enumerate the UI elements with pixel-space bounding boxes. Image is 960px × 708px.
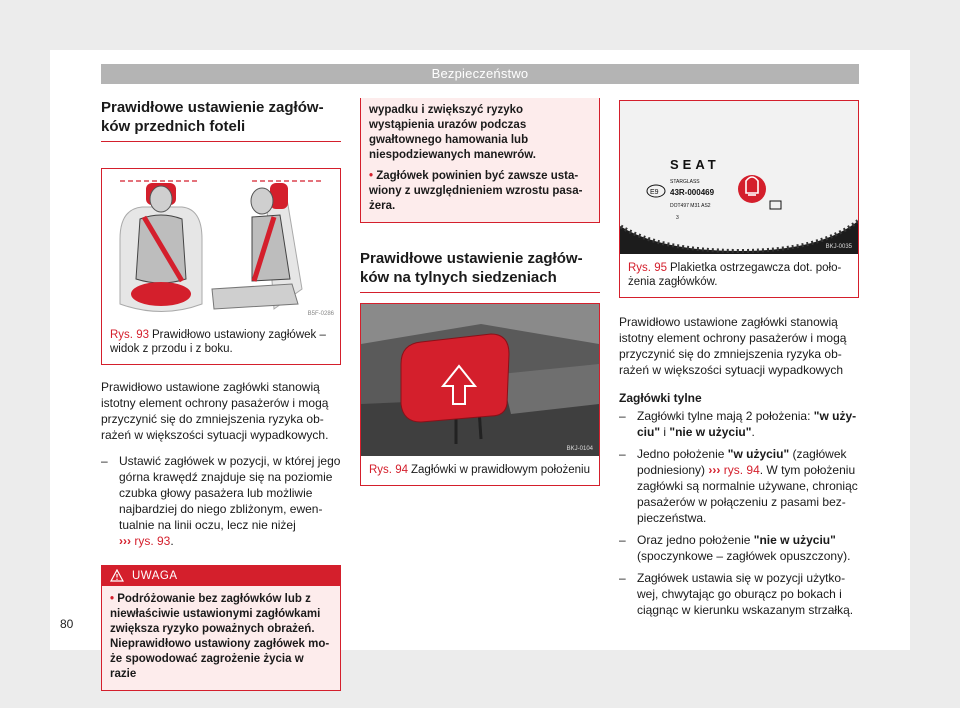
rear-headrest-illustration xyxy=(361,304,599,456)
figure-93 xyxy=(101,168,341,365)
warning-text: Podróżowanie bez zagłówków lub z niewłaściwie ustawionymi zagłówkami zwiększa ryzyko poważnych obrażeń. Nieprawidłowo ustawiony zagłówek może spowodować zagrożenie życia w razie xyxy=(110,593,330,680)
item-text: Zagłówek ustawia się w pozycji użytkowej, chwytając go oburącz po bokach i ciągnąc w kierunku wskazanym strzałką. xyxy=(637,571,854,617)
list-item xyxy=(619,570,859,618)
item-text: . xyxy=(751,425,755,439)
list-item xyxy=(619,446,859,526)
page-number: 80 xyxy=(60,617,74,631)
warning-bullet-text: Zagłówek powinien być zawsze ustawiony z uwzględnieniem wzrostu pasażera. xyxy=(369,170,583,212)
item-text: Oraz jedno położenie xyxy=(637,533,754,547)
figure-95-image xyxy=(620,101,858,254)
col3-paragraph: Prawidłowo ustawione zagłówki stanowią istotny element ochrony pasażerów i mogą przyczynić się do zmniejszenia ryzyka obrażeń w większości sytuacji wypadkowych xyxy=(619,315,847,377)
item-text: . W tym położeniu zagłówki są normalnie używane, chroniąc pasażerów w połączeniu z pasami bezpieczeństwa. xyxy=(637,463,858,525)
link-arrows: ››› xyxy=(708,463,721,477)
instruction-text: Ustawić zagłówek w pozycji, w której jego górna krawędź znajduje się na poziomie czubka głowy pasażera lub możliwie najbardziej do niego zbliżonym, ewentualnie na linii oczu, lecz nie niżej xyxy=(119,454,341,532)
list-item xyxy=(619,408,859,440)
figure-code: BKJ-0035 xyxy=(825,244,852,250)
figure-ref: Rys. 94 xyxy=(369,464,408,476)
figure-93-caption xyxy=(102,321,340,364)
section-heading-front: Prawidłowe ustawienie zagłówków przednich foteli xyxy=(101,98,341,142)
warning-bullet-item xyxy=(369,169,591,214)
column-1 xyxy=(101,98,341,691)
intro-paragraph: Prawidłowo ustawione zagłówki stanowią istotny element ochrony pasażerów i mogą przyczynić się do zmniejszenia ryzyka obrażeń w większości sytuacji wypadkowych. xyxy=(101,380,329,442)
label-line-6: 3 xyxy=(676,215,679,221)
caption-text: Zagłówki w prawidłowym położeniu xyxy=(411,464,590,476)
figure-code: BKJ-0104 xyxy=(566,446,593,452)
instruction-tail: . xyxy=(170,534,174,548)
caption-text: Plakietka ostrzegawcza dot. położenia zagłówków. xyxy=(628,262,842,288)
subheading-rear: Zagłówki tylne xyxy=(619,391,702,405)
label-line-2: STARGLASS xyxy=(670,179,700,185)
instruction-item xyxy=(101,453,341,549)
list-dash: – xyxy=(101,454,108,468)
warning-bullet: • xyxy=(369,170,374,182)
figure-94-caption xyxy=(361,456,599,485)
figure-ref: Rys. 93 xyxy=(110,329,149,341)
list-item xyxy=(619,532,859,564)
figure-94 xyxy=(360,303,600,486)
figure-code: B5F-0286 xyxy=(307,311,334,317)
item-text: (spoczynkowe – zagłówek opuszczony). xyxy=(637,549,851,563)
label-line-3: E9 xyxy=(650,189,659,196)
warning-title: UWAGA xyxy=(132,570,178,582)
link-arrows: ››› xyxy=(119,534,131,548)
figure-93-image xyxy=(102,169,340,321)
warning-label-illustration xyxy=(620,101,858,254)
warning-continued-text: wypadku i zwiększyć ryzyko wystąpienia urazów podczas gwałtownego hamowania lub niespodziewanych manewrów. xyxy=(369,104,537,161)
section-heading-rear: Prawidłowe ustawienie zagłówków na tylnych siedzeniach xyxy=(360,249,600,293)
item-text: Jedno położenie xyxy=(637,447,728,461)
label-line-4: 43R-000469 xyxy=(670,188,715,197)
warning-header xyxy=(102,566,340,586)
item-bold: "w użyciu" xyxy=(637,409,857,439)
label-line-5: DOT497 M31 AS2 xyxy=(670,203,711,209)
item-bold: "nie w użyciu" xyxy=(753,533,836,547)
headrest-front-side-illustration xyxy=(102,169,340,321)
warning-triangle-icon xyxy=(110,569,124,582)
link-rys-93[interactable]: rys. 93 xyxy=(134,534,171,548)
list-dash: – xyxy=(619,447,626,461)
link-rys-94[interactable]: rys. 94 xyxy=(723,463,760,477)
warning-box xyxy=(101,565,341,691)
figure-ref: Rys. 95 xyxy=(628,262,667,274)
item-bold: "nie w użyciu" xyxy=(669,425,752,439)
figure-94-image xyxy=(361,304,599,456)
list-dash: – xyxy=(619,409,626,423)
warning-body xyxy=(102,586,340,690)
item-text: Zagłówki tylne mają 2 położenia: xyxy=(637,409,814,423)
item-text: (zagłówek podniesiony) xyxy=(637,447,847,477)
column-2 xyxy=(360,98,600,486)
warning-continued-body xyxy=(361,98,599,222)
section-header: Bezpieczeństwo xyxy=(101,64,859,84)
figure-95-caption xyxy=(620,254,858,297)
label-brand: SEAT xyxy=(670,157,720,172)
item-text: i xyxy=(660,425,670,439)
warning-bullet: • xyxy=(110,593,115,605)
figure-95 xyxy=(619,100,859,298)
warning-box-continued xyxy=(360,98,600,223)
item-bold: "w użyciu" xyxy=(727,447,790,461)
column-3 xyxy=(619,98,859,618)
caption-text: Prawidłowo ustawiony zagłówek – widok z przodu i z boku. xyxy=(110,329,326,355)
list-dash: – xyxy=(619,533,626,547)
list-dash: – xyxy=(619,571,626,585)
